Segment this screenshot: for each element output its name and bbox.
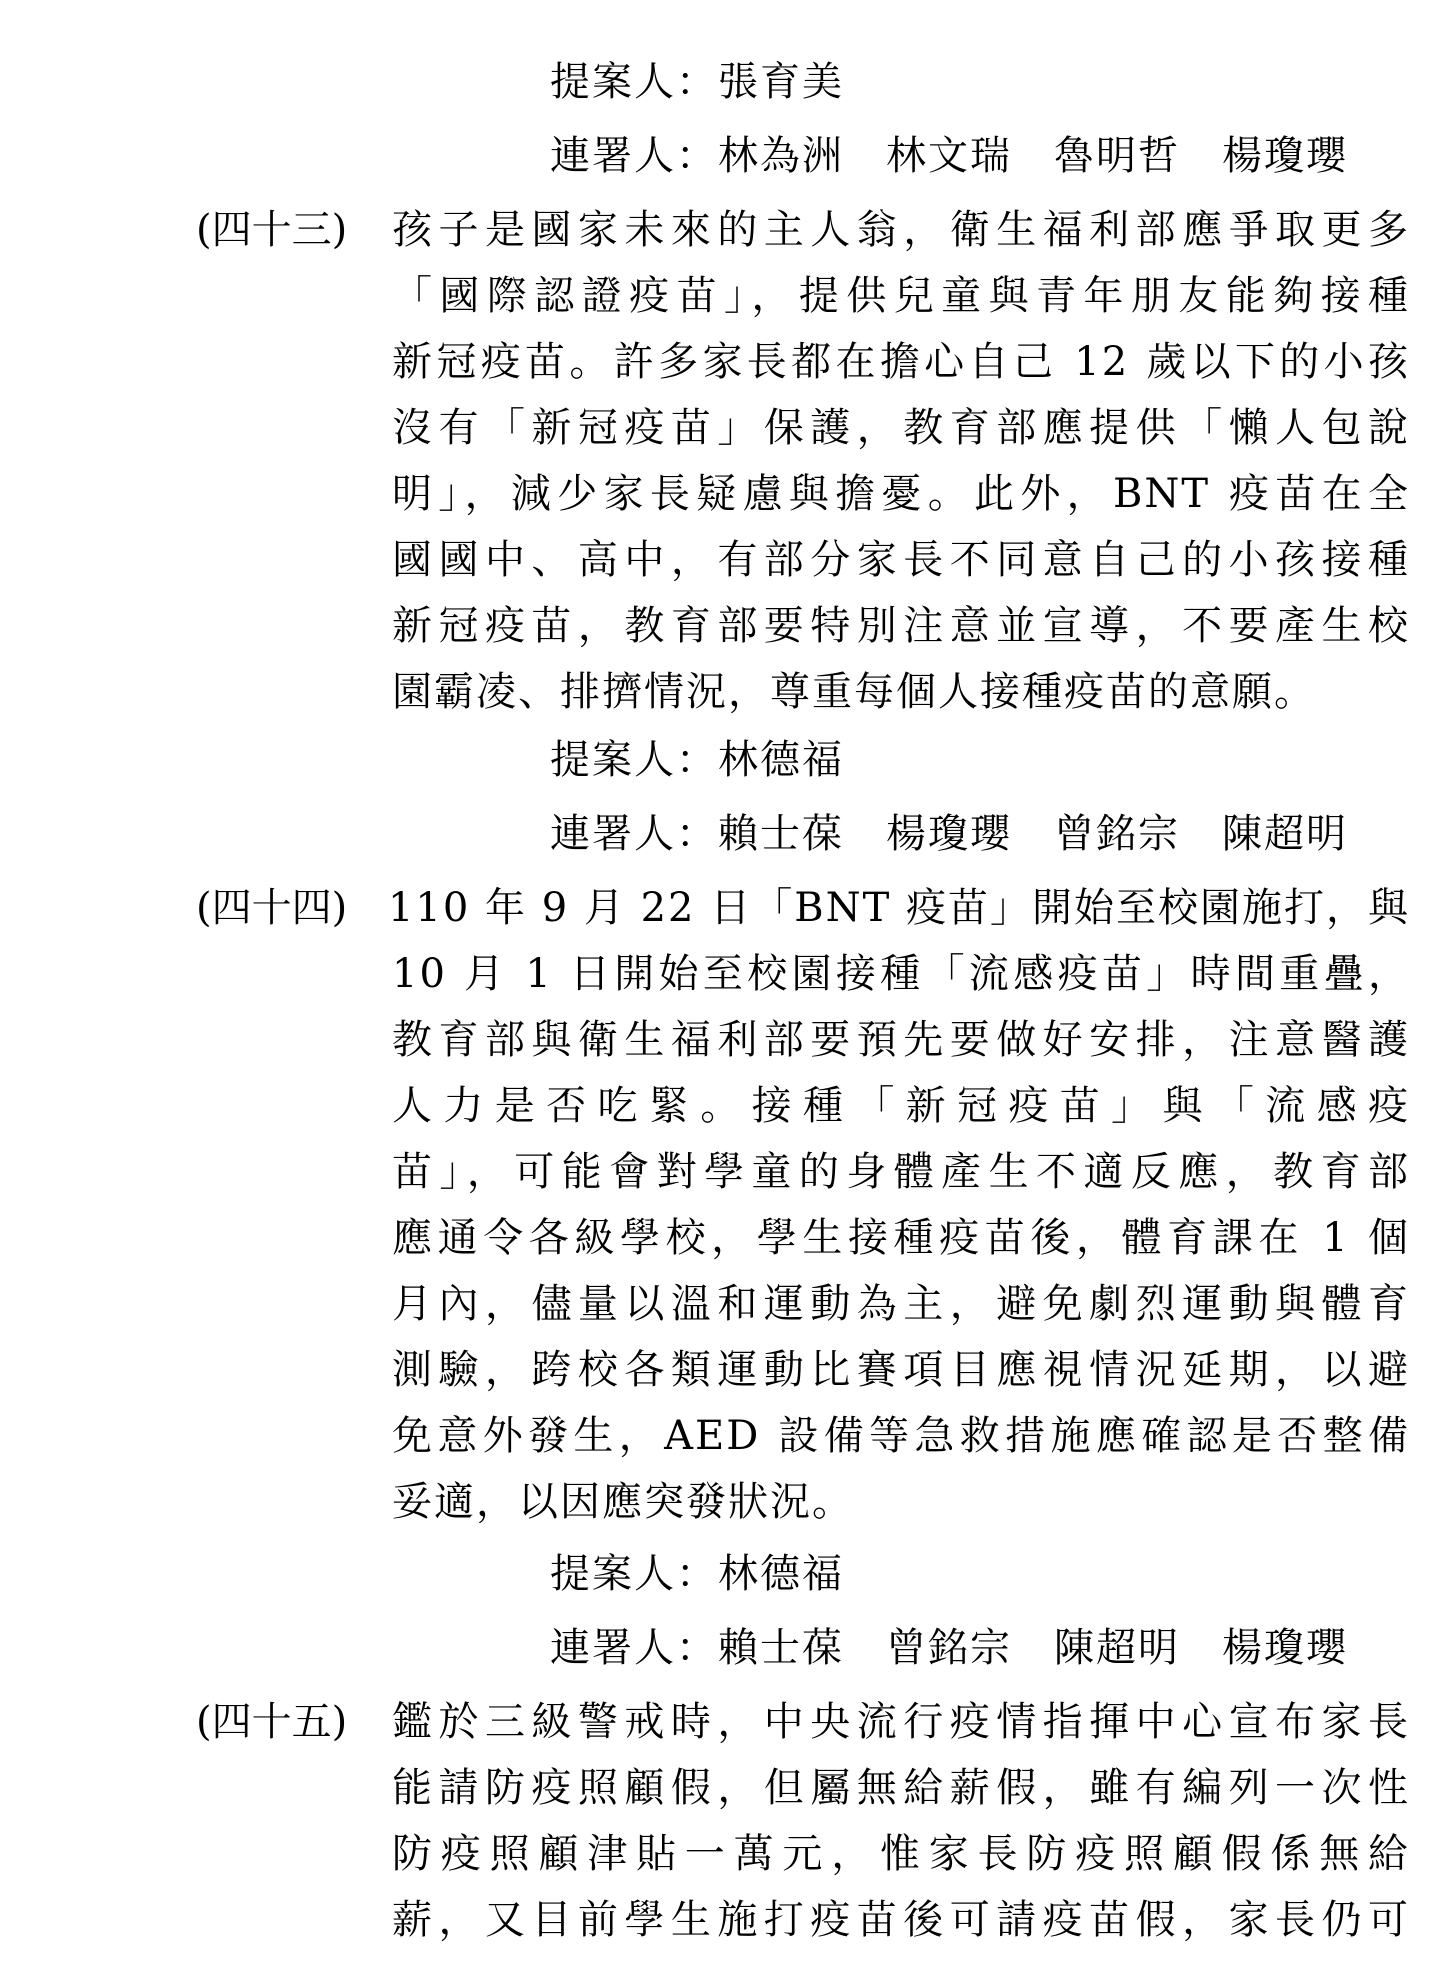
item-text-line: 新冠疫苗，教育部要特別注意並宣導，不要產生校 [392, 603, 1410, 649]
item-text-line: 薪，又目前學生施打疫苗後可請疫苗假，家長仍可 [392, 1897, 1410, 1943]
item-44-head [196, 874, 1410, 942]
item-text-line: 能請防疫照顧假，但屬無給薪假，雖有編列一次性 [392, 1765, 1410, 1811]
item-text-line: 人力是否吃緊。接種「新冠疫苗」與「流感疫 [392, 1083, 1410, 1129]
item-text-line: 「國際認證疫苗」，提供兒童與青年朋友能夠接種 [392, 273, 1410, 319]
item-text-line: 月內，儘量以溫和運動為主，避免劇烈運動與體育 [392, 1281, 1410, 1327]
proposer-line: 提案人：張育美 [550, 59, 844, 105]
proposer-line: 提案人：林德福 [550, 1551, 844, 1597]
item-43-head [196, 196, 1410, 264]
item-text-line: 沒有「新冠疫苗」保護，教育部應提供「懶人包說 [392, 405, 1410, 451]
item-text-line: 10 月 1 日開始至校園接種「流感疫苗」時間重疊， [392, 951, 1410, 997]
item-text-line: 免意外發生，AED 設備等急救措施應確認是否整備 [392, 1413, 1410, 1459]
item-text-line: 應通令各級學校，學生接種疫苗後，體育課在 1 個 [392, 1215, 1410, 1261]
cosigners-line: 連署人：林為洲 林文瑞 魯明哲 楊瓊瓔 [550, 133, 1348, 179]
item-text-line: 國國中、高中，有部分家長不同意自己的小孩接種 [392, 537, 1410, 583]
item-text-line: 孩子是國家未來的主人翁，衛生福利部應爭取更多 [392, 207, 1410, 253]
item-number: (四十四) [196, 885, 348, 931]
item-text-line: 教育部與衛生福利部要預先要做好安排，注意醫護 [392, 1017, 1410, 1063]
item-text-line: 新冠疫苗。許多家長都在擔心自己 12 歲以下的小孩 [392, 339, 1410, 385]
proposer-line: 提案人：林德福 [550, 737, 844, 783]
item-text-line: 苗」，可能會對學童的身體產生不適反應，教育部 [392, 1149, 1410, 1195]
cosigners-line: 連署人：賴士葆 楊瓊瓔 曾銘宗 陳超明 [550, 811, 1348, 857]
item-text-line: 防疫照顧津貼一萬元，惟家長防疫照顧假係無給 [392, 1831, 1410, 1877]
item-text-line: 園霸凌、排擠情況，尊重每個人接種疫苗的意願。 [392, 669, 1316, 715]
cosigners-line: 連署人：賴士葆 曾銘宗 陳超明 楊瓊瓔 [550, 1625, 1348, 1671]
item-number: (四十三) [196, 207, 348, 253]
item-text-line: 鑑於三級警戒時，中央流行疫情指揮中心宣布家長 [392, 1699, 1410, 1745]
item-text-line: 妥適，以因應突發狀況。 [392, 1479, 854, 1525]
item-text-line: 測驗，跨校各類運動比賽項目應視情況延期，以避 [392, 1347, 1410, 1393]
item-text-line: 明」，減少家長疑慮與擔憂。此外，BNT 疫苗在全 [392, 471, 1410, 517]
item-number: (四十五) [196, 1699, 348, 1745]
item-45-head [196, 1688, 1410, 1756]
item-text-line: 110 年 9 月 22 日「BNT 疫苗」開始至校園施打，與 [387, 885, 1410, 931]
